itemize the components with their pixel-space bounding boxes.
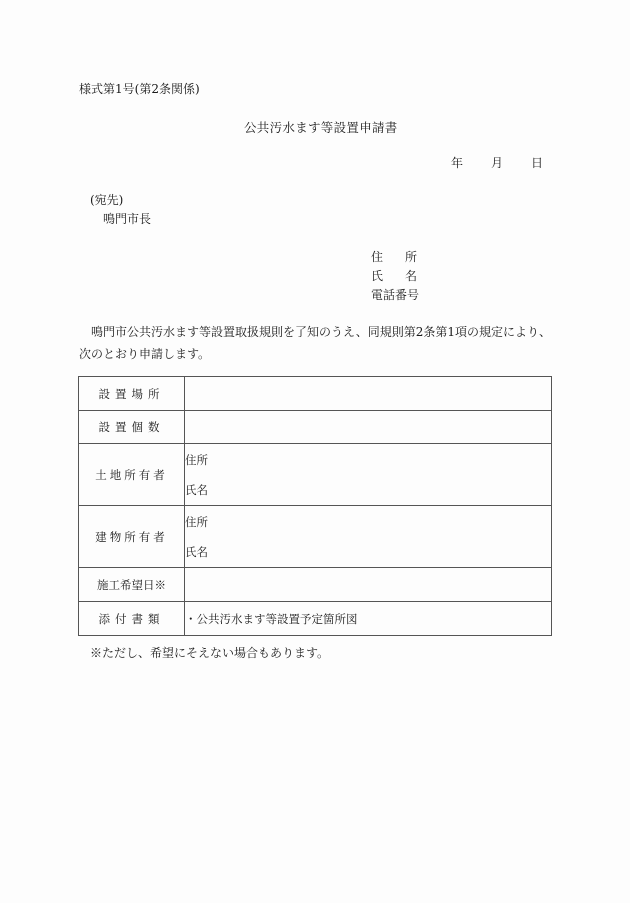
label-char: 所 bbox=[405, 250, 418, 264]
date-line bbox=[451, 154, 543, 171]
body-text: 鳴門市公共汚水ます等設置取扱規則を了知のうえ、同規則第2条第1項の規定により、次のとおり申請します。 bbox=[79, 325, 551, 361]
table-row bbox=[79, 506, 552, 568]
form-number: 様式第1号(第2条関係) bbox=[79, 82, 200, 96]
applicant-name-label bbox=[371, 267, 417, 284]
date-day: 日 bbox=[531, 156, 544, 170]
row-label-count: 設置個数 bbox=[79, 411, 185, 444]
date-month: 月 bbox=[491, 156, 504, 170]
addressee-name: 鳴門市長 bbox=[103, 212, 152, 226]
count-field[interactable] bbox=[185, 411, 552, 444]
application-table bbox=[78, 376, 552, 636]
attachments-value: ・公共汚水ます等設置予定箇所図 bbox=[185, 602, 552, 636]
table-row bbox=[79, 568, 552, 602]
building-owner-field[interactable] bbox=[185, 506, 552, 568]
location-field[interactable] bbox=[185, 377, 552, 411]
land-owner-name-label: 氏名 bbox=[185, 482, 208, 497]
applicant-address-label bbox=[371, 248, 417, 265]
row-label-attachments: 添付書類 bbox=[79, 602, 185, 636]
date-year: 年 bbox=[451, 156, 464, 170]
label-char: 氏 bbox=[371, 269, 384, 283]
row-label-desired-date: 施工希望日※ bbox=[79, 568, 185, 602]
building-owner-name-label: 氏名 bbox=[185, 544, 208, 559]
label-char: 住 bbox=[371, 250, 384, 264]
row-label-location: 設置場所 bbox=[79, 377, 185, 411]
footnote: ※ただし、希望にそえない場合もあります。 bbox=[90, 646, 330, 660]
table-row bbox=[79, 602, 552, 636]
row-label-land-owner: 土地所有者 bbox=[79, 444, 185, 506]
applicant-phone-label: 電話番号 bbox=[371, 288, 420, 302]
row-label-building-owner: 建物所有者 bbox=[79, 506, 185, 568]
land-owner-field[interactable] bbox=[185, 444, 552, 506]
table-row bbox=[79, 444, 552, 506]
desired-date-field[interactable] bbox=[185, 568, 552, 602]
table-row bbox=[79, 411, 552, 444]
table-row bbox=[79, 377, 552, 411]
document-title: 公共汚水ます等設置申請書 bbox=[244, 120, 398, 135]
building-owner-address-label: 住所 bbox=[185, 514, 208, 529]
land-owner-address-label: 住所 bbox=[185, 452, 208, 467]
addressee-label: (宛先) bbox=[90, 193, 124, 207]
label-char: 名 bbox=[405, 269, 418, 283]
